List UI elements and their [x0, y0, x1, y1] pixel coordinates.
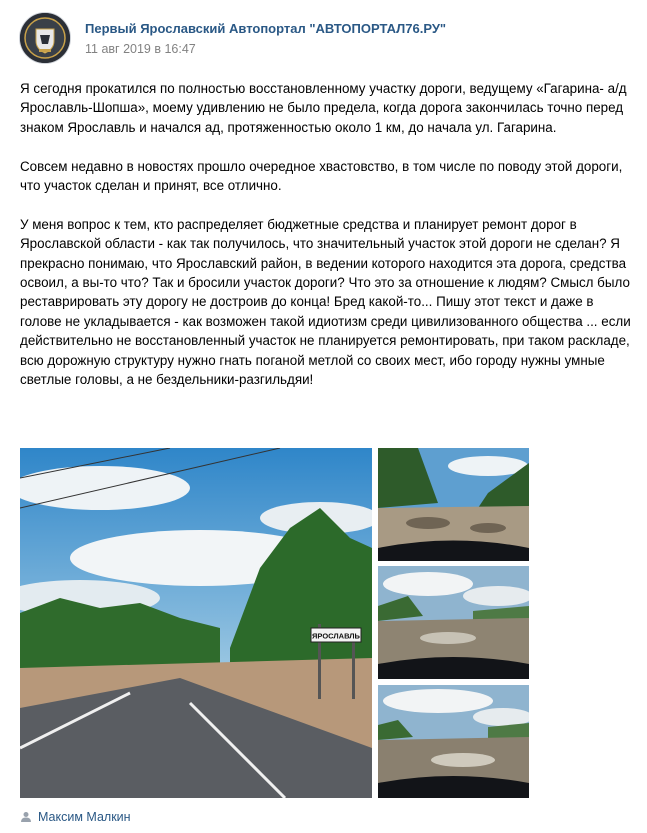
post-text [20, 79, 632, 389]
post-paragraph-3: У меня вопрос к тем, кто распределяет бюджетные средства и планирует ремонт дорог в Ярославской области - как так получилось, что значительный участок этой дороги не сделан? Я прекрасно понимаю, что Ярославский район, в ведении которого находится эта дорога, средства освоил, а вы-то что? Так и бросили участок дороги? Что это за отношение к людям? Смысл было реставрировать эту дорогу не достроив до конца! Бред какой-то... Пишу этот текст и даже в голове не укладывается - как возможен такой идиотизм среди цивилизованного общества ... если действительно не восстановленный участок не планируется ремонтировать, при таком раскладе, всю дорожную структуру нужно гнать поганой метлой со своих мест, ибо городу нужны умные светлые головы, а не бездельники-разгильдяи! [20, 216, 631, 388]
signer-name[interactable]: Максим Малкин [38, 810, 131, 824]
post-photo-thumb-2[interactable] [378, 566, 529, 679]
post-date[interactable]: 11 авг 2019 в 16:47 [85, 42, 196, 56]
user-icon [20, 811, 32, 823]
post-paragraph-1: Я сегодня прокатился по полностью восстановленному участку дороги, ведущему «Гагарина- а/д Ярославль-Шопша», моему удивлению не было предела, когда дорога закончилась точно перед знаком Ярославль и начался ад, протяженностью около 1 км, до начала ул. Гагарина. [20, 81, 627, 135]
post-paragraph-2: Совсем недавно в новостях прошло очередное хвастовство, в том числе по поводу этой дороги, что участок сделан и принят, все отлично. [20, 158, 623, 194]
portal-logo-icon [20, 13, 70, 63]
post-photo-main[interactable] [20, 448, 372, 798]
post-author-link[interactable]: Первый Ярославский Автопортал "АВТОПОРТАЛ76.РУ" [85, 21, 447, 36]
author-avatar[interactable] [19, 12, 71, 64]
road-sign-text: ЯРОСЛАВЛЬ [312, 631, 360, 641]
post-photo-thumb-3[interactable] [378, 685, 529, 798]
post-photo-thumb-1[interactable] [378, 448, 529, 561]
post-signer[interactable] [20, 808, 131, 826]
